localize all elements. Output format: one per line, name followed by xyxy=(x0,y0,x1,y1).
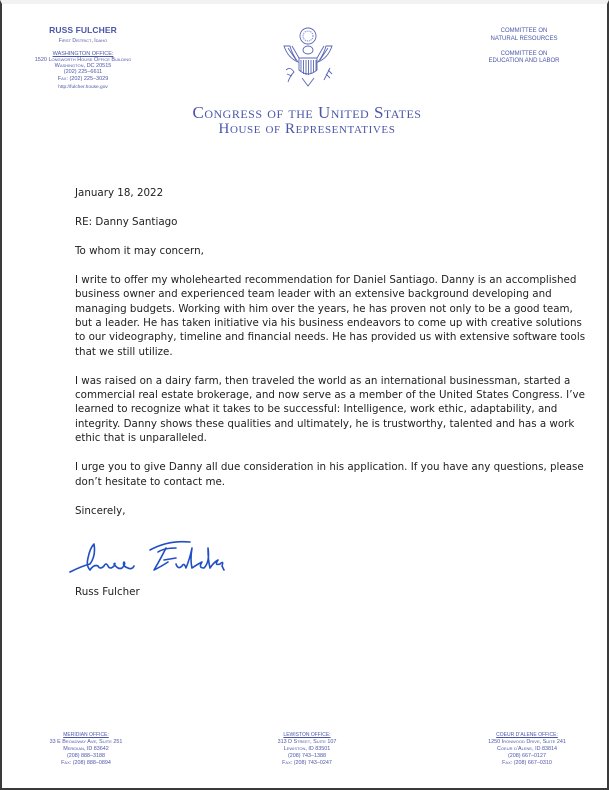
committee-label: COMMITTEE ON xyxy=(500,28,548,34)
office-address-line1: 1250 Ironwood Drive, Suite 241 xyxy=(488,738,566,745)
signer-name: Russ Fulcher xyxy=(75,586,140,598)
letter-paragraph-1: I write to offer my wholehearted recommendation for Daniel Santiago. Danny is an accomplished business owner and experienced team leader with an extensive background developing and managing budgets. Working with him over the years, he has proven not only to be a good team, but a leader. He has taken initiative via his business endeavors to come up with creative solutions to our videography, timeline and financial needs. He has provided us with extensive software tools that we still utilize. xyxy=(75,273,586,358)
office-fax: Fax: (208) 667–0310 xyxy=(502,759,552,766)
letter-closing: Sincerely, xyxy=(75,504,126,517)
office-coeur-dalene xyxy=(447,732,607,767)
office-fax: Fax: (208) 888–0894 xyxy=(61,759,111,766)
washington-office-title: WASHINGTON OFFICE: xyxy=(52,50,114,57)
office-address-line2: Lewiston, ID 83501 xyxy=(283,745,331,752)
member-contact-block xyxy=(2,26,164,91)
office-address-line2: Meridian, ID 83642 xyxy=(63,745,109,752)
office-lewiston xyxy=(227,732,387,767)
office-title: COEUR D’ALENE OFFICE: xyxy=(496,732,558,738)
handwritten-signature-icon xyxy=(68,536,248,580)
letter-salutation: To whom it may concern, xyxy=(75,244,204,257)
committee-name: EDUCATION AND LABOR xyxy=(488,58,560,65)
office-phone: (208) 743–1388 xyxy=(287,752,327,759)
committee-block xyxy=(459,28,589,73)
office-fax: Fax: (208) 743–0247 xyxy=(282,759,332,766)
office-address-line2: Coeur d’Alene, ID 83814 xyxy=(497,745,557,752)
great-seal-eagle-icon xyxy=(278,26,338,90)
washington-address-line1: 1520 Longworth House Office Building xyxy=(34,56,132,63)
member-name: RUSS FULCHER xyxy=(49,25,117,35)
committee-education-labor xyxy=(459,51,589,67)
office-title: MERIDIAN OFFICE: xyxy=(63,732,109,738)
title-congress: Congress of the United States xyxy=(192,103,422,122)
website-link[interactable]: http://fulcher.house.gov xyxy=(58,85,108,91)
office-address-line1: 33 E Broadway Ave, Suite 251 xyxy=(49,738,123,745)
committee-name: NATURAL RESOURCES xyxy=(490,35,558,42)
washington-address-line2: Washington, DC 20515 xyxy=(54,63,112,70)
letter-paragraph-2: I was raised on a dairy farm, then traveled the world as an international businessman, started a commercial real estate brokerage, and now serve as a member of the United States Congress. I’ve learned to recognize what it takes to be successful: Intelligence, work ethic, adaptability, and integrity. Danny shows these qualities and ultimately, he is trustworthy, talented and has a work ethic that is unparalleled. xyxy=(75,374,585,445)
letter-paragraph-3: I urge you to give Danny all due consideration in his application. If you have any questions, please don’t hesitate to contact me. xyxy=(75,461,584,488)
letter-date: January 18, 2022 xyxy=(75,187,164,199)
office-meridian xyxy=(6,732,166,767)
office-phone: (208) 667–0127 xyxy=(507,752,547,759)
office-address-line1: 313 D Street, Suite 107 xyxy=(277,738,337,745)
letter-body xyxy=(75,186,590,532)
committee-label: COMMITTEE ON xyxy=(500,50,548,57)
letter-re-line: RE: Danny Santiago xyxy=(75,215,178,228)
washington-phone: (202) 225–6611 xyxy=(63,69,103,76)
district: First District, Idaho xyxy=(58,37,108,44)
committee-natural-resources xyxy=(459,28,589,44)
office-phone: (208) 888–3188 xyxy=(66,752,106,759)
office-title: LEWISTON OFFICE: xyxy=(283,732,331,738)
letterhead-title xyxy=(162,104,452,138)
washington-fax: Fax: (202) 225–3029 xyxy=(57,75,109,82)
title-house: House of Representatives xyxy=(218,120,396,137)
